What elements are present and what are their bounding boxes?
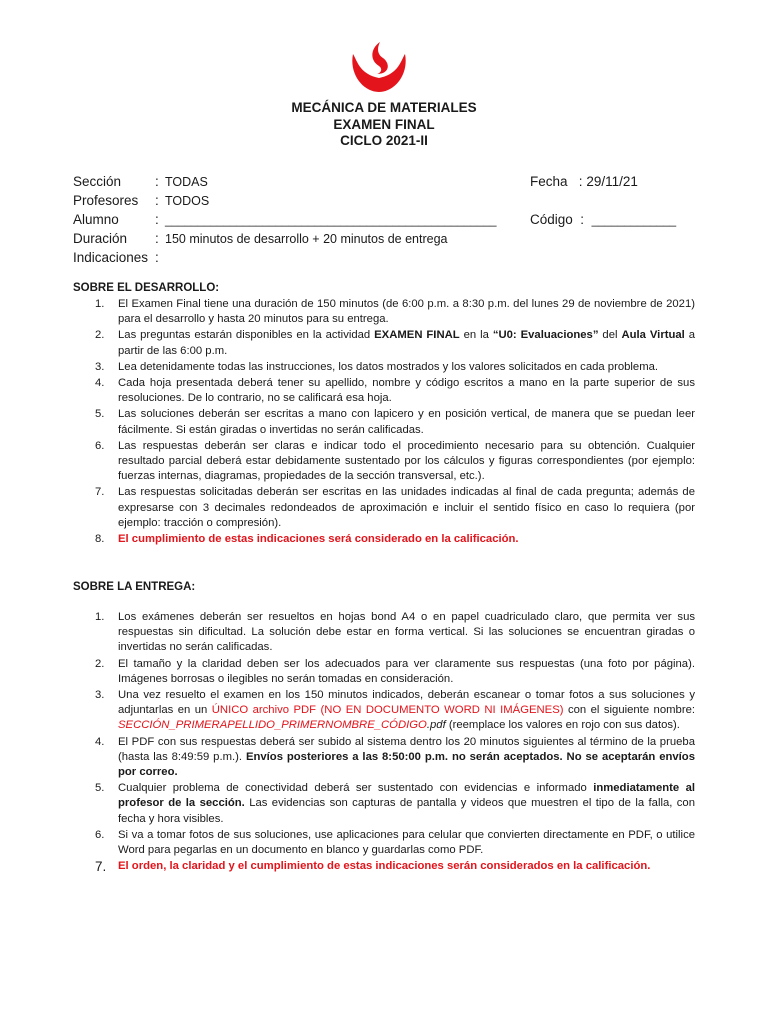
cycle-title: CICLO 2021-II xyxy=(340,133,428,148)
duracion-row: Duración : 150 minutos de desarrollo + 20 minutos de entrega xyxy=(73,231,448,246)
list-item: 8. El cumplimiento de estas indicaciones será considerado en la calificación. xyxy=(95,533,519,546)
list-item: 7. El orden, la claridad y el cumplimiento de estas indicaciones serán considerados en la calificación. xyxy=(95,859,651,875)
profesores-label: Profesores xyxy=(73,193,139,208)
seccion-row: Sección : TODAS xyxy=(73,174,208,189)
entrega-title: SOBRE LA ENTREGA: xyxy=(73,581,196,593)
fecha-row: Fecha : 29/11/21 xyxy=(530,174,638,189)
fecha-label: Fecha xyxy=(530,174,568,189)
list-item: 6. Las respuestas deberán ser claras e indicar todo el procedimiento necesario para su obtención. Cualquier resultado parcial deberá estar debidamente sustentado por los cálculos y figuras correspondientes (por ejemplo: fuerzas internas, diagramas, propiedades de la sección transversal, etc.). xyxy=(95,439,695,483)
codigo-field[interactable]: _____________ xyxy=(591,214,677,227)
list-item: 3. Una vez resuelto el examen en los 150 minutos indicados, deberán escanear o tomar fotos a sus soluciones y adjuntarlas en un ÚNICO archivo PDF (NO EN DOCUMENTO WORD NI IMÁGENES) con el siguiente nombre: SECCIÓN_PRIMERAPELLIDO_PRIMERNOMBRE_CÓDIGO.pdf (reemplace los valores en rojo con sus datos). xyxy=(95,689,695,732)
codigo-label: Código xyxy=(530,212,573,227)
list-item: 2. Las preguntas estarán disponibles en la actividad EXAMEN FINAL en la “U0: Evaluaciones” del Aula Virtual a partir de las 6:00 p.m. xyxy=(95,329,696,357)
list-item: 5. Las soluciones deberán ser escritas a mano con lapicero y en posición vertical, de manera que se puedan leer fácilmente. Si están giradas o invertidas no serán calificadas. xyxy=(95,408,695,436)
duracion-value: 150 minutos de desarrollo + 20 minutos de entrega xyxy=(165,232,448,246)
fecha-value: 29/11/21 xyxy=(586,174,638,189)
exam-title-block xyxy=(0,100,768,150)
entrega-list xyxy=(73,610,695,875)
codigo-row: Código : _____________ xyxy=(530,212,677,227)
list-item: 7. Las respuestas solicitadas deberán ser escritas en las unidades indicadas al final de cada pregunta; además de expresarse con 3 decimales redondeados de aproximación e incluir el sentido físico en caso lo requiera (por ejemplo: tracción o compresión). xyxy=(95,486,695,529)
alumno-label: Alumno xyxy=(73,212,119,227)
seccion-value: TODAS xyxy=(165,175,208,189)
alumno-row: Alumno : ___________________________________________________ xyxy=(73,212,497,227)
list-item: 4. Cada hoja presentada deberá tener su apellido, nombre y código escritos a mano en la parte superior de sus resoluciones. De lo contrario, no se calificará esa hoja. xyxy=(95,377,695,405)
course-title: MECÁNICA DE MATERIALES xyxy=(291,100,477,115)
desarrollo-list xyxy=(73,297,695,548)
seccion-label: Sección xyxy=(73,174,122,189)
duracion-label: Duración xyxy=(73,231,128,246)
list-item: 3. Lea detenidamente todas las instrucciones, los datos mostrados y los valores solicitados en cada problema. xyxy=(95,360,659,373)
profesores-value: TODOS xyxy=(165,194,210,208)
list-item: 4. El PDF con sus respuestas deberá ser subido al sistema dentro los 20 minutos siguientes al término de la prueba (hasta las 8:49:59 p.m.). Envíos posteriores a las 8:50:00 p.m. no serán aceptados. No se aceptarán envíos por correo. xyxy=(95,735,695,779)
list-item: 1. Los exámenes deberán ser resueltos en hojas bond A4 o en papel cuadriculado claro, que permita ver sus respuestas sin dificultad. La solución debe estar en forma vertical. Si las soluciones se encuentran giradas o invertidas no serán calificadas. xyxy=(95,611,695,654)
indicaciones-row: Indicaciones : xyxy=(73,250,159,265)
list-item: 6. Si va a tomar fotos de sus soluciones, use aplicaciones para celular que convierten directamente en PDF, o utilice Word para pegarlas en un documento en blanco y guardarlas como PDF. xyxy=(95,828,695,857)
list-item: 1. El Examen Final tiene una duración de 150 minutos (de 6:00 p.m. a 8:30 p.m. del lunes 29 de noviembre de 2021) para el desarrollo y hasta 20 minutos para su entrega. xyxy=(95,298,695,326)
alumno-field[interactable]: ___________________________________________________ xyxy=(165,214,497,227)
exam-title: EXAMEN FINAL xyxy=(333,116,435,132)
profesores-row: Profesores : TODOS xyxy=(73,193,210,208)
indicaciones-label: Indicaciones xyxy=(73,250,149,265)
list-item: 2. El tamaño y la claridad deben ser los adecuados para ver claramente sus respuestas (una foto por página). Imágenes borrosas o ilegibles no serán tomadas en consideración. xyxy=(95,657,695,685)
desarrollo-title: SOBRE EL DESARROLLO: xyxy=(73,282,220,294)
upc-logo-icon xyxy=(347,40,411,94)
list-item: 5. Cualquier problema de conectividad deberá ser sustentado con evidencias e informado inmediatamente al profesor de la sección. Las evidencias son capturas de pantalla y videos que muestren el tipo de la falla, con fecha y hora visibles. xyxy=(95,782,695,825)
